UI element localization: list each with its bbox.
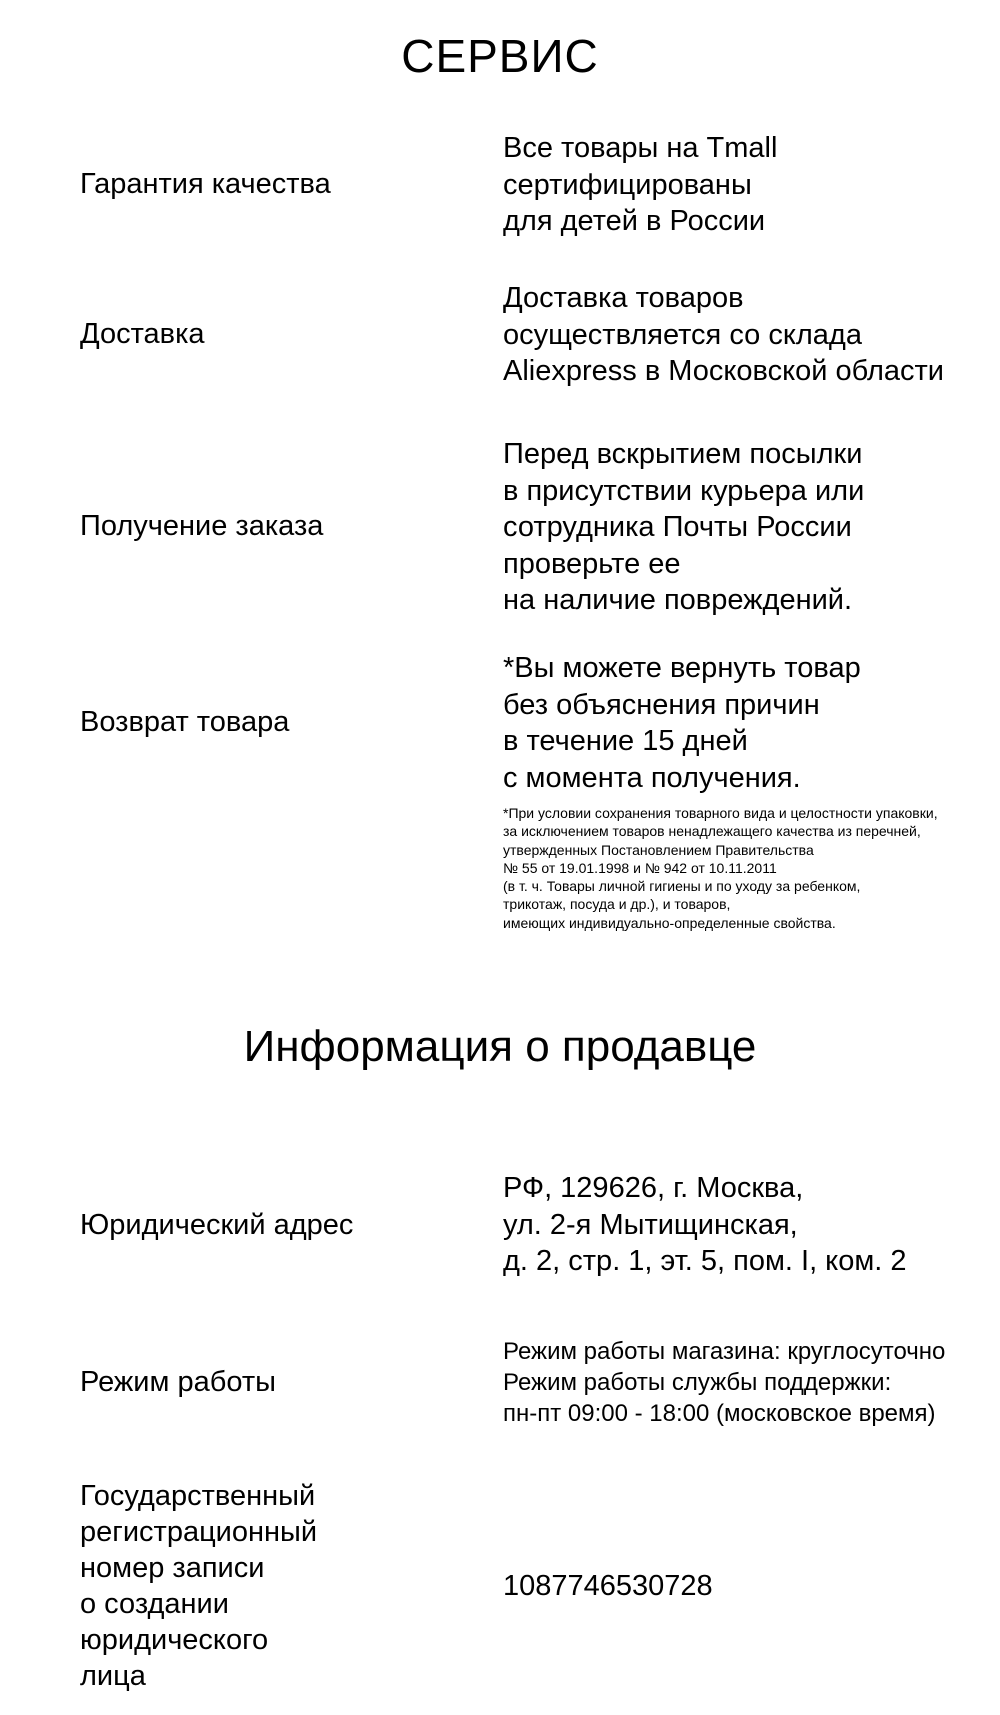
text-line: Доставка товаров <box>503 282 744 314</box>
text-line: на наличие повреждений. <box>503 584 853 616</box>
service-section-title: СЕРВИС <box>401 30 599 82</box>
text-line: *Вы можете вернуть товар <box>503 652 861 684</box>
order-receipt-text <box>503 436 988 619</box>
legal-address-text <box>503 1170 988 1280</box>
footnote-line: (в т. ч. Товары личной гигиены и по уходу за ребенком, <box>503 878 861 895</box>
text-line: проверьте ее <box>503 547 681 580</box>
text-line: без объяснения причин <box>503 688 820 721</box>
text-line: в присутствии курьера или <box>503 474 865 507</box>
text-line: с момента получения. <box>503 761 801 794</box>
text-line: Режим работы службы поддержки: <box>503 1369 892 1396</box>
label-line: о создании <box>80 1588 229 1620</box>
text-line: в течение 15 дней <box>503 725 748 757</box>
text-line: ул. 2-я Мытищинская, <box>503 1208 798 1241</box>
delivery-text <box>503 280 988 390</box>
footnote-line: утвержденных Постановлением Правительства <box>503 841 814 858</box>
label-line: юридического <box>80 1624 269 1656</box>
text-line: сотрудника Почты России <box>503 511 852 543</box>
registration-number-value: 1087746530728 <box>503 1570 713 1602</box>
text-line: сертифицированы <box>503 168 752 201</box>
footnote-line: за исключением товаров ненадлежащего качества из перечней, <box>503 823 921 840</box>
text-line: Все товары на Tmall <box>503 132 778 164</box>
order-receipt-label: Получение заказа <box>80 510 324 542</box>
footnote-line: № 55 от 19.01.1998 и № 942 от 10.11.2011 <box>503 859 777 876</box>
returns-footnote <box>503 804 938 932</box>
returns-text <box>503 650 988 796</box>
text-line: для детей в России <box>503 205 766 237</box>
text-line: Режим работы магазина: круглосуточно <box>503 1338 946 1365</box>
working-hours-text <box>503 1336 988 1429</box>
returns-label: Возврат товара <box>80 706 290 738</box>
seller-section-title: Информация о продавце <box>243 1022 757 1071</box>
text-line: Aliexpress в Московской области <box>503 355 944 387</box>
footnote-line: трикотаж, посуда и др.), и товаров, <box>503 896 731 913</box>
text-line: осуществляется со склада <box>503 318 862 351</box>
label-line: лица <box>80 1660 146 1692</box>
quality-guarantee-label: Гарантия качества <box>80 168 331 200</box>
text-line: Перед вскрытием посылки <box>503 438 863 470</box>
text-line: пн-пт 09:00 - 18:00 (московское время) <box>503 1400 936 1427</box>
footnote-line: *При условии сохранения товарного вида и целостности упаковки, <box>503 805 938 821</box>
working-hours-label: Режим работы <box>80 1366 276 1398</box>
delivery-label: Доставка <box>80 318 205 350</box>
label-line: регистрационный <box>80 1516 318 1548</box>
legal-address-label: Юридический адрес <box>80 1209 354 1241</box>
label-line: номер записи <box>80 1552 265 1584</box>
footnote-line: имеющих индивидуально-определенные свойства. <box>503 914 836 931</box>
label-line: Государственный <box>80 1480 316 1512</box>
quality-guarantee-text <box>503 130 988 240</box>
registration-number-label <box>80 1478 317 1694</box>
text-line: РФ, 129626, г. Москва, <box>503 1172 804 1204</box>
text-line: д. 2, стр. 1, эт. 5, пом. I, ком. 2 <box>503 1245 907 1277</box>
